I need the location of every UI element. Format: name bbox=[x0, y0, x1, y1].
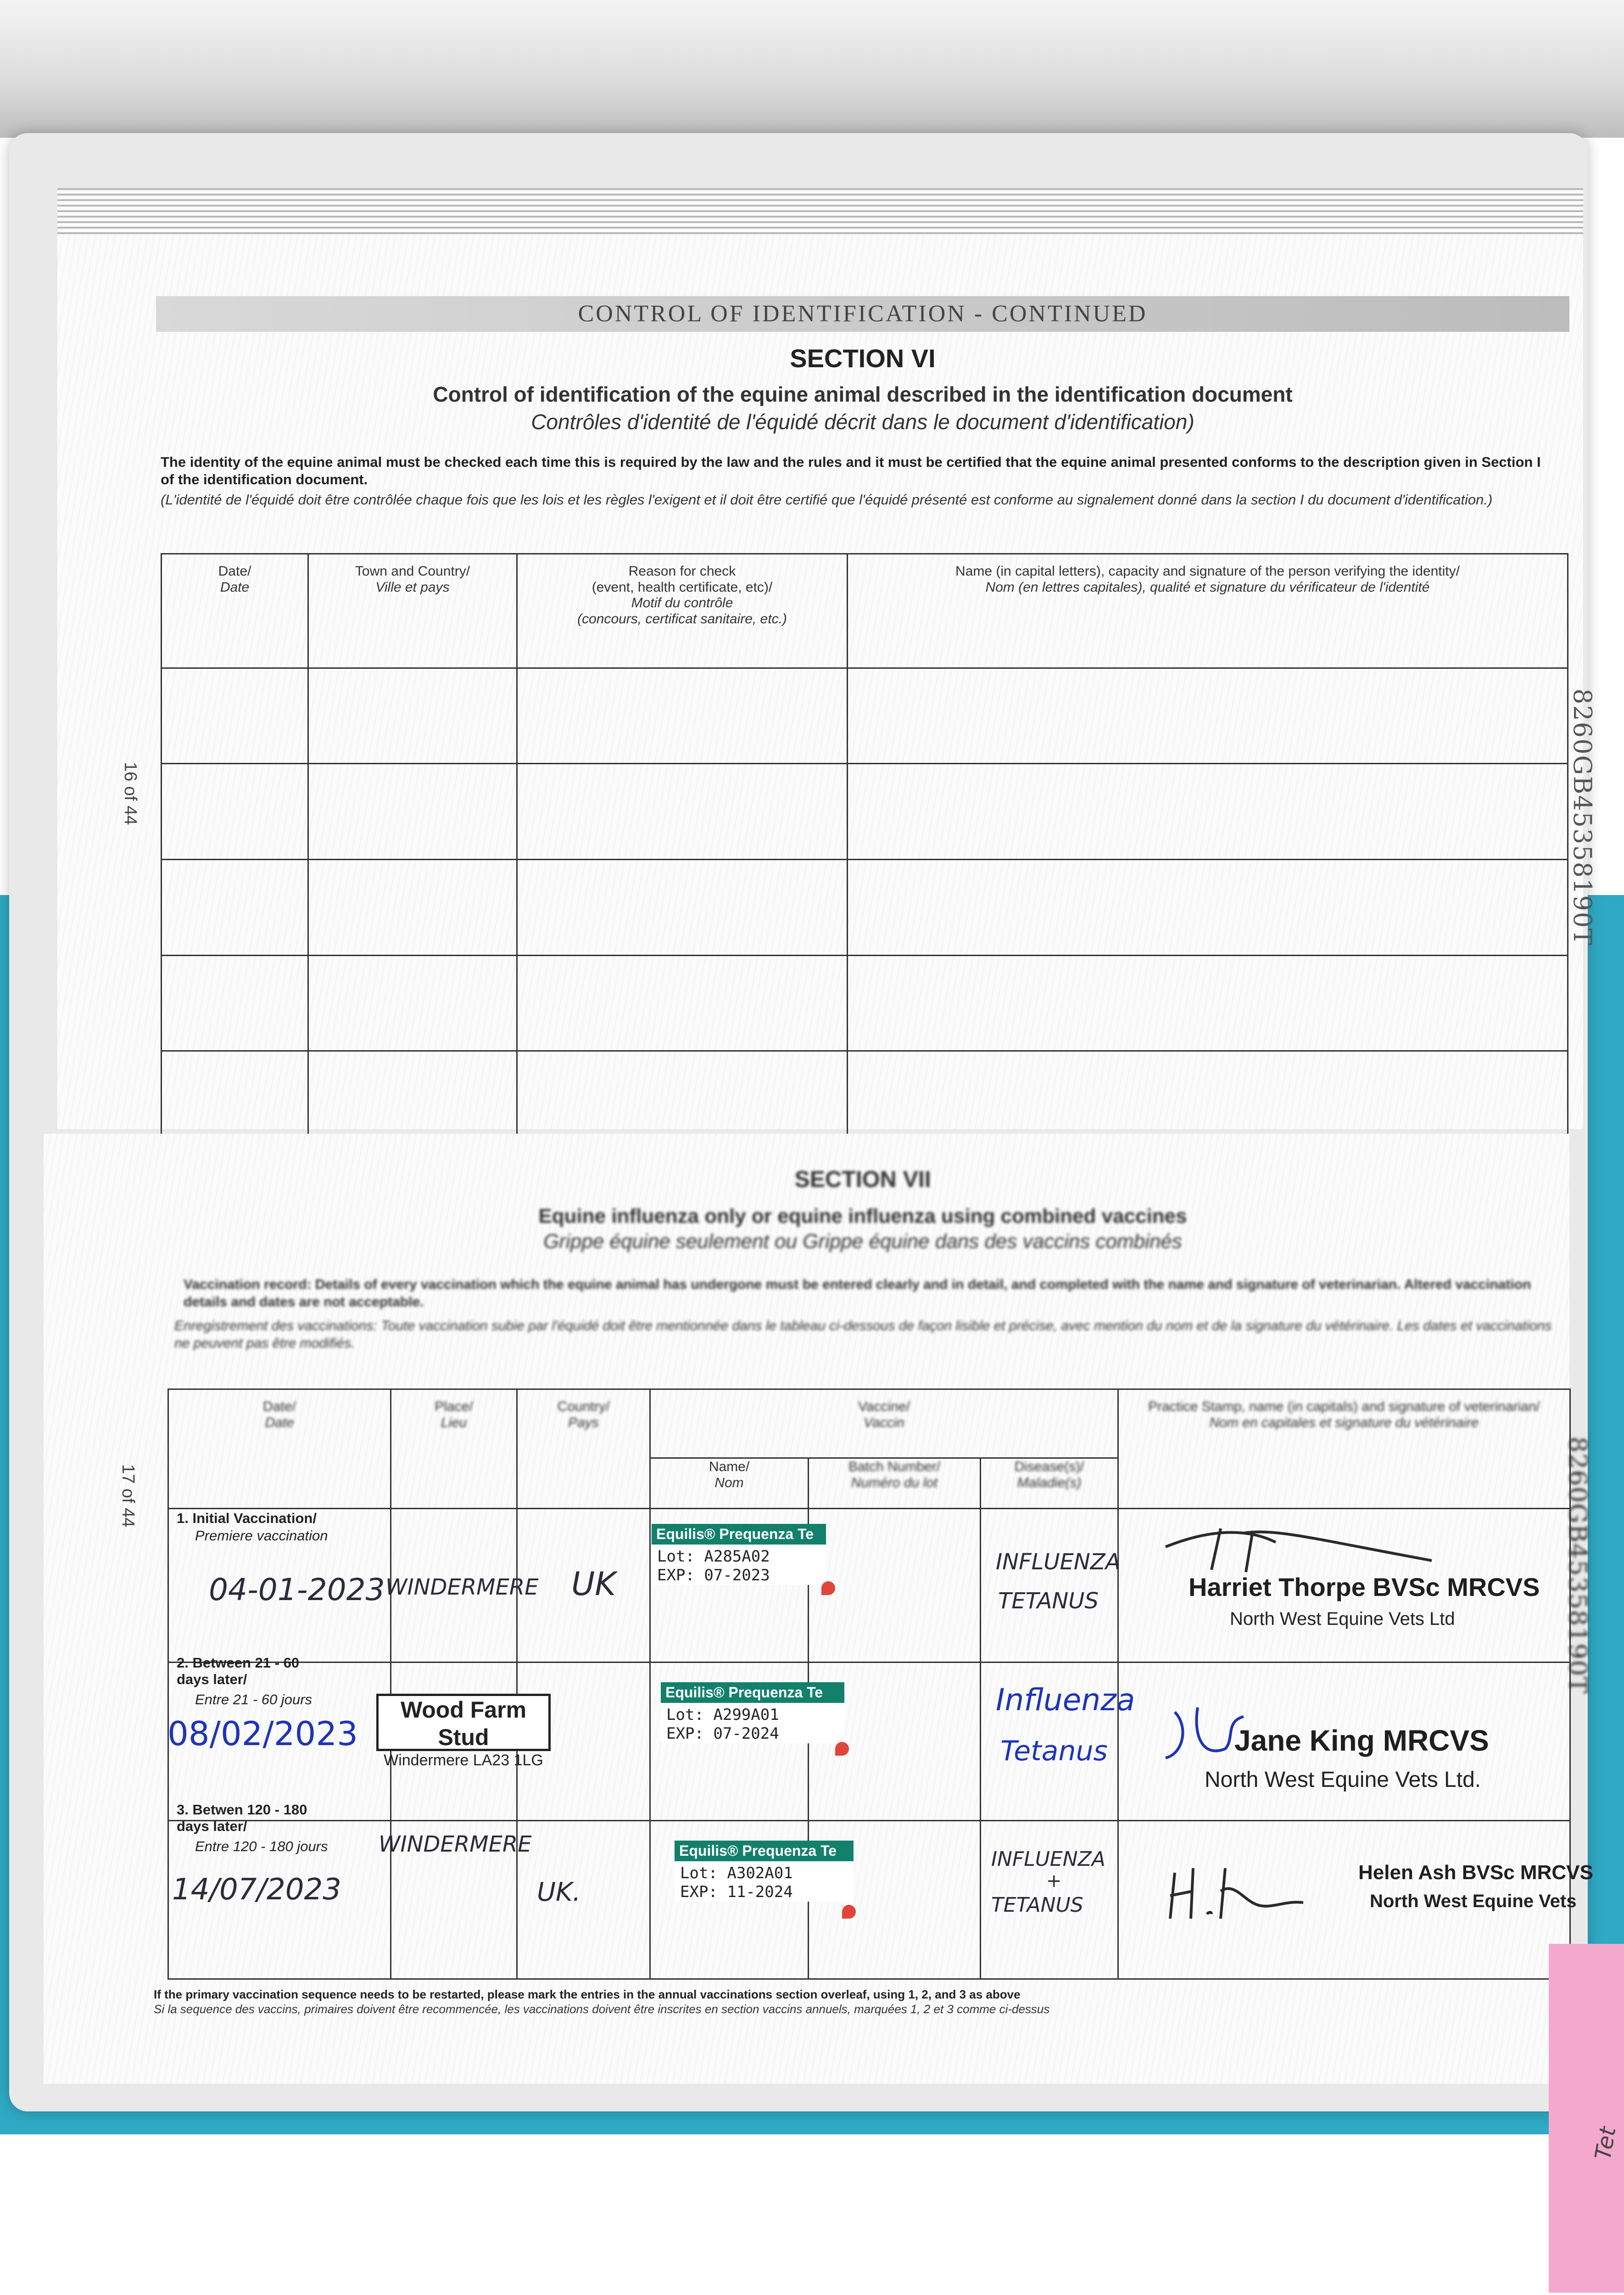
row1-date: 04-01-2023 bbox=[209, 1572, 385, 1607]
vaccine-brand: Equilis® Prequenza Te bbox=[675, 1841, 854, 1861]
section-title: SECTION VI bbox=[790, 344, 936, 373]
header-vaccine-en: Vaccine/ bbox=[858, 1399, 910, 1414]
reason-cell[interactable] bbox=[517, 859, 848, 955]
table-row bbox=[162, 955, 1568, 1051]
row2-label-line2: days later/ bbox=[177, 1671, 247, 1687]
section-subtitle: Control of identification of the equine animal described in the identification document bbox=[433, 382, 1293, 406]
section7-subtitle: Equine influenza only or equine influenza using combined vaccines bbox=[538, 1205, 1187, 1227]
row1-disease-1: INFLUENZA bbox=[996, 1549, 1121, 1575]
vaccine-sticker-1 bbox=[652, 1524, 826, 1585]
vaccine-sticker-2 bbox=[661, 1682, 844, 1743]
header-disease-fr: Maladie(s) bbox=[1017, 1475, 1082, 1490]
section-banner: CONTROL OF IDENTIFICATION - CONTINUED bbox=[156, 296, 1569, 332]
date-cell[interactable] bbox=[162, 668, 308, 764]
scanner-background bbox=[0, 0, 1624, 138]
header-date-fr: Date bbox=[265, 1415, 294, 1430]
vet-practice-3: North West Equine Vets bbox=[1370, 1891, 1577, 1911]
disease-cell[interactable] bbox=[981, 1509, 1118, 1662]
header-country bbox=[517, 1389, 650, 1509]
signature-1 bbox=[1156, 1519, 1441, 1579]
verifier-cell[interactable] bbox=[848, 764, 1568, 860]
header-verifier-fr: Nom (en lettres capitales), qualité et signature du vérificateur de l'identité bbox=[985, 579, 1430, 595]
header-disease bbox=[981, 1458, 1118, 1509]
row2-disease-1: Influenza bbox=[996, 1682, 1135, 1718]
date-cell[interactable] bbox=[162, 955, 308, 1051]
lot-number: A299A01 bbox=[713, 1706, 779, 1724]
header-verifier-en: Name (in capital letters), capacity and signature of the person verifying the identity/ bbox=[955, 564, 1460, 579]
header-place-en: Place/ bbox=[435, 1399, 473, 1414]
row1-label-french: Premiere vaccination bbox=[195, 1528, 328, 1544]
sticker-red-mark bbox=[835, 1742, 849, 1756]
sticker-exp-line bbox=[652, 1566, 826, 1585]
header-vaccine bbox=[650, 1389, 1118, 1458]
vaccine-brand: Equilis® Prequenza Te bbox=[661, 1682, 844, 1703]
pink-tab-note: Tet bbox=[1590, 2125, 1621, 2162]
vaccination-record-note: Vaccination record: Details of every vaccination which the equine animal has undergone must be entered clearly and in detail, and completed with the name and signature of veterinarian. Altered vaccination details and dates are not acceptable. bbox=[184, 1277, 1531, 1310]
header-vet-en: Practice Stamp, name (in capitals) and signature of veterinarian/ bbox=[1148, 1399, 1540, 1414]
row2-label-line1: 2. Between 21 - 60 bbox=[177, 1655, 300, 1671]
row3-place: WINDERMERE bbox=[379, 1831, 532, 1857]
row3-label bbox=[177, 1802, 342, 1834]
header-town-fr: Ville et pays bbox=[375, 579, 450, 595]
header-veterinarian bbox=[1118, 1389, 1570, 1509]
sticker-exp-line bbox=[661, 1724, 844, 1743]
sticker-red-mark bbox=[821, 1581, 835, 1595]
header-vaccine-fr: Vaccin bbox=[864, 1415, 904, 1430]
header-reason-fr: Motif du contrôle bbox=[631, 595, 733, 610]
header-reason-fr2: (concours, certificat sanitaire, etc.) bbox=[577, 611, 787, 627]
sticker-lot-line bbox=[675, 1861, 854, 1883]
header-reason-en2: (event, health certificate, etc)/ bbox=[592, 579, 773, 595]
exp-label: EXP: bbox=[657, 1566, 695, 1584]
page-number-16: 16 of 44 bbox=[121, 762, 140, 825]
lot-number: A285A02 bbox=[704, 1547, 770, 1566]
row3-disease-2: TETANUS bbox=[991, 1893, 1083, 1917]
expiry-date: 07-2023 bbox=[704, 1566, 770, 1584]
row3-disease-plus: + bbox=[1046, 1870, 1062, 1892]
signature-3 bbox=[1166, 1854, 1312, 1928]
place-stamp-line2: Windermere LA23 1LG bbox=[384, 1752, 543, 1769]
town-cell[interactable] bbox=[308, 859, 517, 955]
table-row bbox=[162, 764, 1568, 860]
section-subtitle-french: Contrôles d'identité de l'équidé décrit dans le document d'identification) bbox=[531, 410, 1194, 434]
header-reason bbox=[517, 554, 848, 668]
row3-label-line1: 3. Betwen 120 - 180 bbox=[177, 1802, 307, 1818]
lot-number: A302A01 bbox=[727, 1864, 793, 1882]
header-date-fr: Date bbox=[220, 579, 250, 595]
header-disease-en: Disease(s)/ bbox=[1014, 1459, 1084, 1474]
town-cell[interactable] bbox=[308, 764, 517, 860]
section7-subtitle-french: Grippe équine seulement ou Grippe équine dans des vaccins combinés bbox=[543, 1230, 1182, 1253]
header-town bbox=[308, 554, 517, 668]
table-header-row bbox=[162, 554, 1568, 668]
reason-cell[interactable] bbox=[517, 764, 848, 860]
sticker-red-mark bbox=[842, 1905, 856, 1919]
place-stamp-line1: Wood Farm Stud bbox=[400, 1697, 527, 1750]
table-row bbox=[162, 668, 1568, 764]
vet-name-1: Harriet Thorpe BVSc MRCVS bbox=[1189, 1573, 1540, 1601]
date-cell[interactable] bbox=[162, 859, 308, 955]
row3-date: 14/07/2023 bbox=[172, 1873, 341, 1907]
vaccination-table bbox=[167, 1388, 1571, 1980]
lot-label: Lot: bbox=[666, 1706, 704, 1724]
section7-title: SECTION VII bbox=[794, 1166, 931, 1192]
header-country-fr: Pays bbox=[568, 1415, 599, 1430]
row1-place: WINDERMERE bbox=[385, 1574, 539, 1600]
identification-check-table bbox=[161, 553, 1568, 1148]
town-cell[interactable] bbox=[308, 1051, 517, 1147]
intro-text: The identity of the equine animal must be checked each time this is required by the law and the rules and it must be certified that the equine animal presented conforms to the description given in Section I of the identification document. bbox=[161, 454, 1541, 487]
exp-label: EXP: bbox=[666, 1724, 704, 1743]
place-stamp bbox=[376, 1694, 551, 1769]
reason-cell[interactable] bbox=[517, 1051, 848, 1147]
header-date-en: Date/ bbox=[263, 1399, 296, 1414]
vet-practice-2: North West Equine Vets Ltd. bbox=[1205, 1768, 1481, 1792]
row3-label-line2: days later/ bbox=[177, 1818, 247, 1834]
header-date bbox=[162, 554, 308, 668]
verifier-cell[interactable] bbox=[848, 668, 1568, 764]
expiry-date: 07-2024 bbox=[713, 1724, 779, 1743]
header-batch-fr: Numéro du lot bbox=[851, 1475, 938, 1490]
town-cell[interactable] bbox=[308, 668, 517, 764]
vaccination-record-note-french: Enregistrement des vaccinations: Toute vaccination subie par l'équidé doit être mentionnée dans le tableau ci-dessous de façon lisible et précise, avec mention du nom et de la signature du vétérinaire. Les dates et vaccinations ne peuvent pas être modifiés. bbox=[174, 1318, 1552, 1351]
sticker-exp-line bbox=[675, 1883, 854, 1902]
header-reason-en: Reason for check bbox=[628, 564, 736, 579]
verifier-cell[interactable] bbox=[848, 955, 1568, 1051]
row3-disease-1: INFLUENZA bbox=[991, 1847, 1105, 1871]
vet-name-3: Helen Ash BVSc MRCVS bbox=[1358, 1861, 1593, 1884]
date-cell[interactable] bbox=[162, 1051, 308, 1147]
row2-disease-2: Tetanus bbox=[1000, 1735, 1108, 1767]
header-name-en: Name/ bbox=[709, 1459, 750, 1474]
vet-name-2: Jane King MRCVS bbox=[1234, 1724, 1489, 1757]
vaccine-sticker-3 bbox=[675, 1841, 854, 1902]
row3-label-french: Entre 120 - 180 jours bbox=[195, 1838, 328, 1854]
restart-note: If the primary vaccination sequence needs to be restarted, please mark the entries in the annual vaccinations section overleaf, using 1, 2, and 3 as above bbox=[154, 1987, 1021, 2001]
header-place bbox=[391, 1389, 517, 1509]
row1-disease-2: TETANUS bbox=[998, 1588, 1099, 1614]
vaccination-header-row-1 bbox=[168, 1389, 1570, 1458]
passport-number-lower: 8260GB45358190T bbox=[1563, 1437, 1592, 1695]
lot-label: Lot: bbox=[657, 1547, 695, 1566]
table-row bbox=[162, 1051, 1568, 1147]
row2-label bbox=[177, 1655, 342, 1687]
table-row bbox=[162, 859, 1568, 955]
verifier-cell[interactable] bbox=[848, 1051, 1568, 1147]
exp-label: EXP: bbox=[680, 1882, 718, 1901]
reason-cell[interactable] bbox=[517, 955, 848, 1051]
vaccine-brand: Equilis® Prequenza Te bbox=[652, 1524, 826, 1545]
row3-country: UK. bbox=[537, 1877, 581, 1907]
page-number-17: 17 of 44 bbox=[118, 1464, 138, 1528]
town-cell[interactable] bbox=[308, 955, 517, 1051]
header-verifier bbox=[848, 554, 1568, 668]
row2-label-french: Entre 21 - 60 jours bbox=[195, 1691, 313, 1707]
header-name-fr: Nom bbox=[714, 1475, 744, 1490]
header-vet-fr: Nom en capitales et signature du vétérinaire bbox=[1209, 1415, 1479, 1430]
verifier-cell[interactable] bbox=[848, 859, 1568, 955]
row1-country: UK bbox=[571, 1565, 616, 1603]
row2-date: 08/02/2023 bbox=[167, 1714, 358, 1753]
vet-practice-1: North West Equine Vets Ltd bbox=[1230, 1609, 1455, 1629]
restart-note-french: Si la sequence des vaccins, primaires doivent être recommencée, les vaccinations doivent être inscrites en section vaccins annuels, marquées 1, 2 et 3 comme ci-dessus bbox=[154, 2002, 1050, 2016]
header-town-en: Town and Country/ bbox=[355, 564, 470, 579]
expiry-date: 11-2024 bbox=[727, 1882, 793, 1901]
page-edge-hatching bbox=[57, 188, 1583, 234]
date-cell[interactable] bbox=[162, 764, 308, 860]
header-date bbox=[168, 1389, 391, 1509]
header-place-fr: Lieu bbox=[441, 1415, 467, 1430]
sticker-lot-line bbox=[652, 1545, 826, 1566]
header-vaccine-name bbox=[650, 1458, 809, 1509]
header-country-en: Country/ bbox=[557, 1399, 610, 1414]
header-batch-number bbox=[809, 1458, 981, 1509]
header-batch-en: Batch Number/ bbox=[848, 1459, 941, 1474]
passport-number-upper: 8260GB45358190T bbox=[1568, 688, 1597, 946]
pink-sticky-tab bbox=[1549, 1944, 1624, 2293]
intro-text-french: (L'identité de l'équidé doit être contrôlée chaque fois que les lois et les règles l'exigent et il doit être certifié que l'équidé présenté est conforme au signalement donné dans la section I du document d'identification.) bbox=[161, 492, 1493, 508]
row1-label: 1. Initial Vaccination/ bbox=[177, 1510, 317, 1526]
header-date-en: Date/ bbox=[218, 564, 251, 579]
sticker-lot-line bbox=[661, 1703, 844, 1724]
lot-label: Lot: bbox=[680, 1864, 718, 1882]
reason-cell[interactable] bbox=[517, 668, 848, 764]
